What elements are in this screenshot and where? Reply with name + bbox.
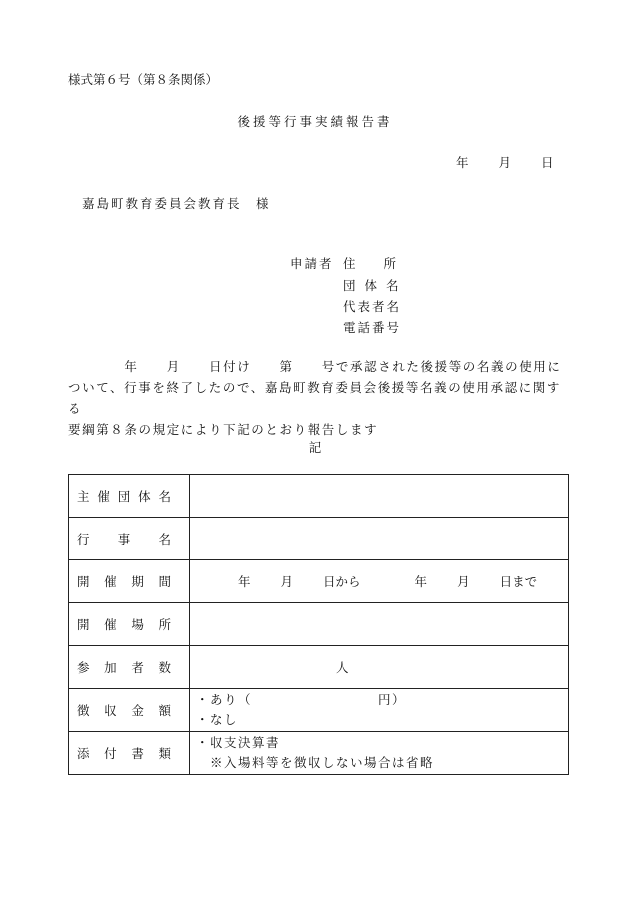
row-label-cell [69,646,190,689]
document-title: 後援等行事実績報告書 [237,114,393,129]
table-row [69,560,569,603]
row-label-cell [69,603,190,646]
applicant-field-representative: 代表者名 [343,299,402,314]
period-start-year: 年 [238,574,251,589]
recipient: 嘉島町教育委員会教育長 様 [82,196,271,211]
row-label: 開 催 場 所 [77,617,171,632]
period-start-day: 日から [323,574,361,589]
row-value-cell [190,732,569,775]
row-value-cell [190,560,569,603]
table-row [69,646,569,689]
participants-unit: 人 [336,660,349,675]
date-year: 年 [456,155,469,170]
row-label: 参 加 者 数 [77,660,171,675]
form-number: 様式第６号（第８条関係） [68,72,219,87]
table-row [69,518,569,560]
applicant-field-address: 住所 [343,256,425,271]
body-text [68,356,568,440]
attachment-item: ・収支決算書 [196,735,281,750]
row-value-cell [190,689,569,732]
row-value-cell [190,603,569,646]
date-line [456,153,554,171]
row-label: 行 事 名 [77,531,171,547]
row-label-cell [69,560,190,603]
table-row [69,603,569,646]
table-row [69,732,569,775]
applicant-label: 申請者 [290,256,334,271]
table-row [69,475,569,518]
row-label: 添 付 書 類 [77,746,171,761]
body-line: ついて、行事を終了したので、嘉島町教育委員会後援等名義の使用承認に関する [68,380,562,416]
attachment-note: ※入場料等を徴収しない場合は省略 [196,755,435,770]
row-label: 徴 収 金 額 [77,703,171,718]
row-label-cell [69,689,190,732]
fee-option-yes: ・あり（ 円） [196,692,407,707]
row-value-cell [190,646,569,689]
row-label: 開 催 期 間 [77,574,171,589]
row-label-cell [69,732,190,775]
body-line: 年 月 日付け 第 号で承認された後援等の名義の使用に [68,359,562,374]
date-day: 日 [541,155,554,170]
date-month: 月 [498,155,512,170]
table-row [69,689,569,732]
row-label: 主 催 団 体 名 [77,489,171,504]
ki-heading: 記 [308,440,322,455]
period-end-month: 月 [457,574,470,589]
row-label-cell [69,475,190,518]
period-end-year: 年 [414,574,428,589]
applicant-field-phone: 電話番号 [343,320,402,335]
period-value [196,572,568,590]
period-end-day: 日まで [499,574,538,589]
period-start-month: 月 [280,574,294,589]
report-table [68,474,569,775]
applicant-field-organization: 団体名 [343,278,408,293]
row-value-cell [190,475,569,518]
body-line: 要綱第８条の規定により下記のとおり報告します [68,422,379,437]
row-value-cell [190,518,569,560]
row-label-cell [69,518,190,560]
fee-option-no: ・なし [196,712,239,727]
